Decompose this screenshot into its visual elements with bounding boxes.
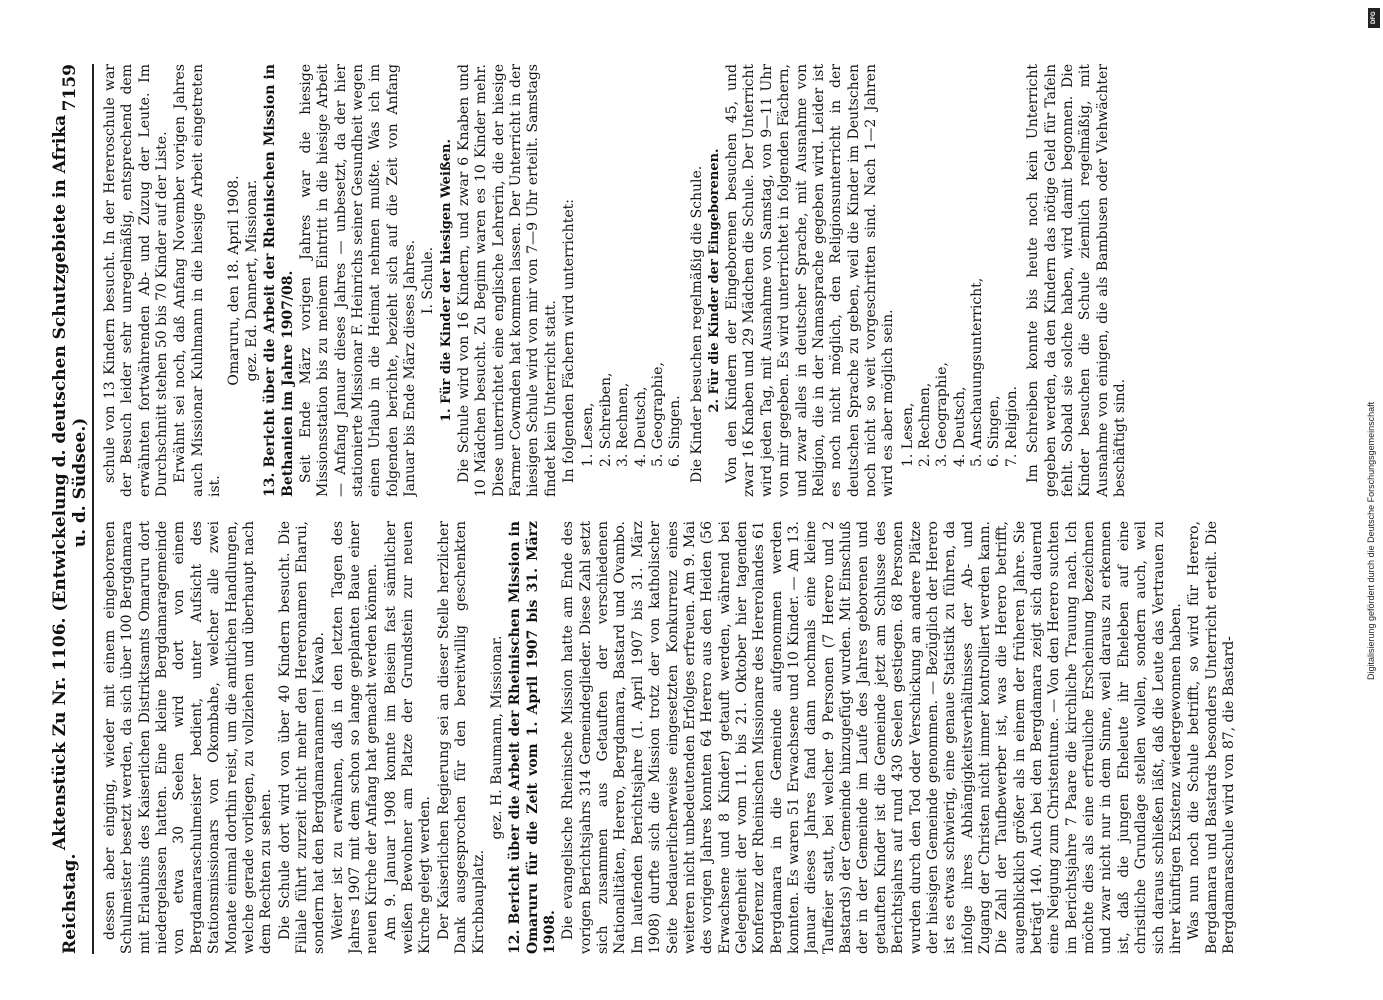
signature: gez. H. Baumann, Missionar. [488,635,505,840]
list-item: 1. Lesen, [580,402,597,467]
list-item: 3. Geographie, [934,362,951,467]
list-item: 5. Geographie, [649,362,666,467]
paragraph: Die Kinder besuchen regelmäßig die Schule. [688,165,705,483]
paragraph: Von den Kindern der Eingeborenen besuchen 45, und zwar 16 Knaben und 29 Mädchen die Schule. Der Unterricht wird jeden Tag, mit Ausnahme von Samstag, von 9—11 Uhr von mir gegeben. Es wird unterrichtet in folgenden Fächern, und zwar alles in deutscher Sprache, mit Ausnahme von Religion, die in der Namasprache gegeben wird. Leider ist es noch nicht möglich, den Religionsunterricht in der deutschen Sprache zu geben, weil die Kinder im Deutschen noch nicht so weit vorgeschritten sind. Nach 1—2 Jahren wird es aber möglich sein. [724,64,897,497]
list-item: 5. Anschauungsunterricht, [969,277,986,467]
right-column [102,64,1302,497]
rotated-page-content [50,64,1310,954]
paragraph: Am 9. Januar 1908 konnte im Beisein fast sämtlicher weißen Bewohner am Platze der Grundstein zur neuen Kirche gelegt werden. [382,521,434,954]
subsection-heading: 1. Für die Kinder der hiesigen Weißen. [438,138,454,423]
header-left: Reichstag. [60,853,80,954]
section-heading: I. Schule. [420,246,437,315]
side-note [1366,30,1380,680]
paragraph: In folgenden Fächern wird unterrichtet: [561,199,578,483]
list-item: 6. Singen, [986,395,1003,467]
paragraph: Seit Ende März vorigen Jahres war die hiesige Missionsstation bis zu meinem Eintritt in die hiesige Arbeit — Anfang Januar dieses Jahres — unbesetzt, da der hier stationierte Missionar F. Heinrichs seiner Gesundheit wegen einen Urlaub in die Heimat nehmen mußte. Was ich im folgenden berichte, bezieht sich auf die Zeit von Anfang Januar bis Ende März dieses Jahres. [297,64,419,497]
paragraph: Die Schule dort wird von über 40 Kindern besucht. Die Filiale führt zurzeit nicht mehr den Hereronamen Eharui, sondern hat den Bergdamaranamen ǃ Kawab. [276,521,328,954]
left-column [102,521,1302,954]
paragraph: schule von 13 Kindern besucht. In der Hereroschule war der Besuch leider sehr unregelmäßig, entsprechend dem erwähnten fortwährenden Ab- und Zuzug der Leute. Im Durchschnitt stehen 50 bis 70 Kinder auf der Liste. [102,64,171,497]
list-item: 2. Schreiben, [597,372,614,467]
paragraph: Der Kaiserlichen Regierung sei an dieser Stelle herzlicher Dank ausgesprochen für den bereitwillig geschenkten Kirchbauplatz. [435,521,487,954]
subject-list [900,64,1022,467]
report-heading: 13. Bericht über die Arbeit der Rheinischen Mission in Bethanien im Jahre 1907/08. [262,64,296,497]
paragraph: Was nun noch die Schule betrifft, so wird für Herero, Bergdamara und Bastards besonders Unterricht erteilt. Die Bergdamaraschule wird von 87, die Bastard- [1186,521,1237,954]
funding-note: Digitalisierung gefördert durch die Deutsche Forschungsgemeinschaft [1366,401,1376,680]
list-item: 6. Singen. [667,395,684,467]
place-date: Omaruru, den 18. April 1908. [225,175,242,386]
paragraph: Weiter ist zu erwähnen, daß in den letzten Tagen des Jahres 1907 mit dem schon so lange geplanten Baue einer neuen Kirche der Anfang hat gemacht werden können. [329,521,381,954]
subject-list [580,64,684,467]
list-item: 2. Rechnen, [917,382,934,467]
list-item: 7. Religion. [1003,386,1020,467]
list-item: 4. Deutsch, [951,386,968,467]
header-rule [92,64,94,954]
list-item: 1. Lesen, [899,402,916,467]
paragraph: Die evangelische Rheinische Mission hatte am Ende des vorigen Berichtsjahrs 314 Gemeindeglieder. Diese Zahl setzt sich zusammen aus Getauften der verschiedenen Nationalitäten, Herero, Bergdamara, Bastard und Ovambo. Im laufenden Berichtsjahre (1. April 1907 bis 31. März 1908) durfte sich die Mission trotz der von katholischer Seite bedauerlicherweise eingesetzten Konkurrenz eines weiteren nicht unbedeutenden Erfolges erfreuen. Am 9. Mai des vorigen Jahres konnten 64 Herero aus den Heiden (56 Erwachsene und 8 Kinder) getauft werden, während bei Gelegenheit der vom 11. bis 21. Oktober hier tagenden Konferenz der Rheinischen Missionare des Hererolandes 61 Bergdamara in die Gemeinde aufgenommen werden konnten. Es waren 51 Erwachsene und 10 Kinder. — Am 13. Januar dieses Jahres fand dann nochmals eine kleine Tauffeier statt, bei welcher 9 Personen (7 Herero und 2 Bastards) der Gemeinde hinzugefügt wurden. Mit Einschluß der in der Gemeinde im Laufe des Jahres geborenen und getauften Kinder ist die Gemeinde jetzt am Schlusse des Berichtsjahrs auf rund 430 Seelen gestiegen. 68 Personen wurden durch den Tod oder Verschickung an andere Plätze der hiesigen Gemeinde genommen. — Bezüglich der Herero ist es etwas schwierig, eine genaue Statistik zu führen, da infolge ihres Abhängigkeitsverhältnisses der Ab- und Zugang der Christen nicht immer kontrolliert werden kann. Die Zahl der Taufbewerber ist, was die Herero betrifft, augenblicklich größer als in einem der früheren Jahre. Sie beträgt 140. Auch bei den Bergdamara zeigt sich dauernd eine Neigung zum Christentume. — Von den Herero suchten im Berichtsjahre 7 Paare die kirchliche Trauung nach. Ich möchte dies als eine erfreuliche Erscheinung bezeichnen und zwar nicht nur in dem Sinne, weil daraus zu erkennen ist, daß die jungen Eheleute ihr Eheleben auf eine christliche Grundlage stellen wollen, sondern auch, weil sich daraus schließen läßt, daß die Leute das Vertrauen zu ihrer künftigen Existenz wiedergewonnen haben. [560,521,1184,954]
subsection-heading: 2. Für die Kinder der Eingeborenen. [706,148,722,413]
document-page [50,64,1310,954]
page-header [50,64,90,954]
dfg-logo: DFG [1368,8,1380,28]
paragraph: Die Schule wird von 16 Kindern, und zwar 6 Knaben und 10 Mädchen besucht. Zu Beginn waren es 10 Kinder mehr. Diese unterrichtet eine englische Lehrerin, die der hiesige Farmer Cowmden hat kommen lassen. Der Unterricht in der hiesigen Schule wird von mir von 7—9 Uhr erteilt. Samstags findet kein Unterricht statt. [455,64,559,497]
list-item: 4. Deutsch, [632,386,649,467]
report-heading: 12. Bericht über die Arbeit der Rheinischen Mission in Omaruru für die Zeit vom 1. April 1907 bis 31. März 1908. [507,521,558,954]
paragraph: Im Schreiben konnte bis heute noch kein Unterricht gegeben werden, da den Kindern das nötige Geld für Tafeln fehlt. Sobald sie solche haben, wird damit begonnen. Die Kinder besuchen die Schule ziemlich regelmäßig, mit Ausnahme von einigen, die als Bambusen oder Viehwächter beschäftigt sind. [1025,64,1128,497]
signature: gez. Ed. Dannert, Missionar. [243,179,260,382]
list-item: 3. Rechnen, [615,382,632,467]
page-number: 7159 [60,64,80,112]
header-title: Aktenstück Zu Nr. 1106. (Entwickelung d. deutschen Schutzgebiete in Afrika u. d. Südsee.) [50,114,90,851]
paragraph: dessen aber einging, wieder mit einem eingeborenen Schulmeister besetzt werden, da sich über 100 Bergdamara mit Erlaubnis des Kaiserlichen Distriktsamts Omaruru dort niedergelassen hatten. Eine kleine Bergdamaragemeinde von etwa 30 Seelen wird dort von einem Bergdamaraschulmeister bedient, unter Aufsicht des Stationsmissionars von Okombahe, welcher alle zwei Monate einmal dorthin reist, um die amtlichen Handlungen, welche gerade vorliegen, zu vollziehen und überhaupt nach dem Rechten zu sehen. [102,521,275,954]
paragraph: Erwähnt sei noch, daß Anfang November vorigen Jahres auch Missionar Kuhlmann in die hiesige Arbeit eingetreten ist. [172,64,224,497]
text-columns [102,64,1302,954]
